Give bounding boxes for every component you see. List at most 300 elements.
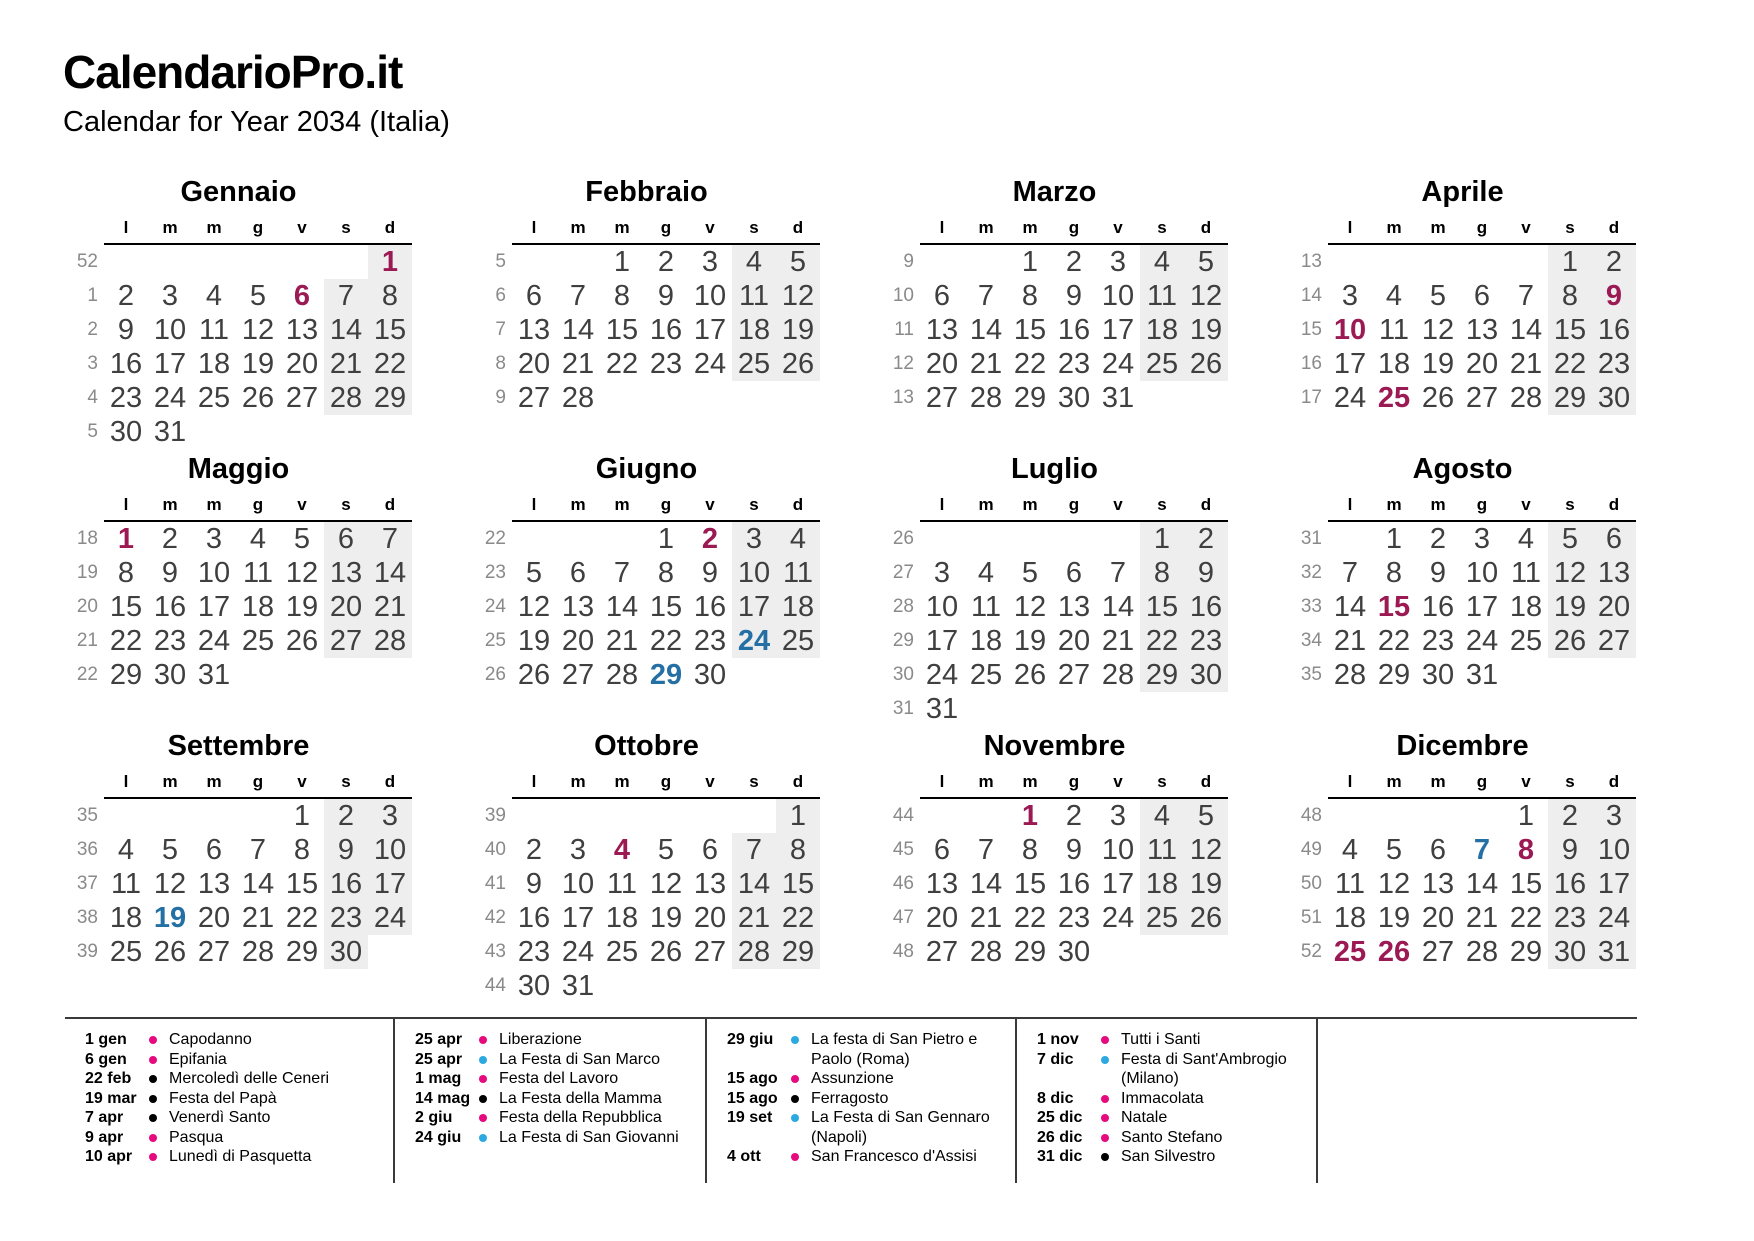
weekday-header: g bbox=[1460, 489, 1504, 521]
day-cell: 22 bbox=[776, 901, 820, 935]
day-cell: 25 bbox=[1140, 901, 1184, 935]
day-cell: 5 bbox=[161, 834, 179, 866]
day-cell: 19 bbox=[1013, 625, 1047, 657]
legend-item bbox=[415, 1030, 705, 1050]
day-cell: 9 bbox=[1429, 557, 1447, 589]
day-cell: 1 bbox=[1021, 246, 1039, 278]
day-cell: 16 bbox=[153, 591, 187, 623]
day-cell: 7 bbox=[368, 521, 412, 556]
day-cell: 3 bbox=[933, 557, 951, 589]
day-cell bbox=[104, 798, 148, 833]
day-cell: 2 bbox=[117, 280, 135, 312]
day-cell: 28 bbox=[1465, 936, 1499, 968]
week-number: 27 bbox=[892, 562, 914, 583]
month-dicembre bbox=[1289, 730, 1636, 969]
day-cell: 13 bbox=[324, 556, 368, 590]
day-cell: 14 bbox=[1101, 591, 1135, 623]
weekday-header: m bbox=[600, 212, 644, 244]
day-cell: 2 bbox=[1548, 798, 1592, 833]
site-brand[interactable]: CalendarioPro.it bbox=[63, 46, 403, 98]
day-cell bbox=[556, 798, 600, 833]
day-cell: 19 bbox=[1421, 348, 1455, 380]
month-maggio bbox=[65, 453, 412, 692]
day-cell: 2 bbox=[1184, 521, 1228, 556]
legend-item bbox=[415, 1128, 705, 1148]
day-cell bbox=[964, 692, 1008, 726]
day-cell bbox=[1592, 658, 1636, 692]
weekday-header: m bbox=[964, 212, 1008, 244]
day-cell bbox=[368, 935, 412, 969]
day-cell: 10 bbox=[561, 868, 595, 900]
day-cell: 16 bbox=[109, 348, 143, 380]
day-cell: 23 bbox=[153, 625, 187, 657]
week-number: 15 bbox=[1300, 319, 1322, 340]
day-cell: 4 bbox=[249, 523, 267, 555]
day-cell: 16 bbox=[324, 867, 368, 901]
week-number: 17 bbox=[1300, 387, 1322, 408]
day-cell: 31 bbox=[197, 659, 231, 691]
legend-item bbox=[85, 1030, 393, 1050]
day-cell: 30 bbox=[153, 659, 187, 691]
weekday-header: l bbox=[1328, 766, 1372, 798]
day-cell bbox=[688, 969, 732, 1003]
day-cell: 17 bbox=[693, 314, 727, 346]
day-cell: 9 bbox=[1548, 833, 1592, 867]
day-cell bbox=[600, 381, 644, 415]
day-cell: 28 bbox=[1333, 659, 1367, 691]
day-cell bbox=[324, 658, 368, 692]
day-cell: 6 bbox=[933, 834, 951, 866]
week-col-header bbox=[1289, 766, 1328, 798]
day-cell: 21 bbox=[1465, 902, 1499, 934]
month-title: Settembre bbox=[167, 730, 310, 762]
day-cell: 21 bbox=[241, 902, 275, 934]
day-cell: 22 bbox=[368, 347, 412, 381]
day-cell bbox=[920, 244, 964, 279]
legend-item bbox=[415, 1089, 705, 1109]
day-cell bbox=[556, 521, 600, 556]
legend-item bbox=[85, 1050, 393, 1070]
weekday-header: m bbox=[1416, 489, 1460, 521]
day-cell: 15 bbox=[1548, 313, 1592, 347]
day-cell: 9 bbox=[525, 868, 543, 900]
day-cell: 13 bbox=[1421, 868, 1455, 900]
day-cell bbox=[1328, 244, 1372, 279]
day-cell bbox=[964, 521, 1008, 556]
day-cell bbox=[236, 415, 280, 449]
week-number: 34 bbox=[1300, 630, 1322, 651]
day-cell: 3 bbox=[732, 521, 776, 556]
day-cell: 17 bbox=[1333, 348, 1367, 380]
day-cell bbox=[1052, 692, 1096, 726]
week-number: 5 bbox=[87, 421, 98, 442]
week-number: 3 bbox=[87, 353, 98, 374]
legend-date: 8 dic bbox=[1037, 1089, 1074, 1107]
day-cell: 9 bbox=[1065, 280, 1083, 312]
day-cell: 31 bbox=[1465, 659, 1499, 691]
holiday-dot-icon bbox=[147, 1128, 169, 1142]
weekday-header: l bbox=[1328, 212, 1372, 244]
legend-date: 26 dic bbox=[1037, 1128, 1083, 1146]
day-cell: 20 bbox=[1465, 348, 1499, 380]
weekday-header: v bbox=[1504, 489, 1548, 521]
weekday-header: g bbox=[236, 766, 280, 798]
day-cell: 4 bbox=[776, 521, 820, 556]
day-cell: 31 bbox=[153, 416, 187, 448]
week-col-header bbox=[1289, 212, 1328, 244]
day-cell bbox=[148, 244, 192, 279]
weekday-header: m bbox=[192, 212, 236, 244]
day-cell: 15 bbox=[1509, 868, 1543, 900]
weekday-header: s bbox=[732, 212, 776, 244]
day-cell: 27 bbox=[1057, 659, 1091, 691]
day-cell: 29 bbox=[1013, 936, 1047, 968]
day-cell: 17 bbox=[153, 348, 187, 380]
month-ottobre bbox=[473, 730, 820, 1003]
month-grid bbox=[65, 489, 412, 692]
weekday-header: v bbox=[688, 489, 732, 521]
day-cell: 4 bbox=[117, 834, 135, 866]
week-number: 29 bbox=[892, 630, 914, 651]
legend-date: 25 dic bbox=[1037, 1109, 1083, 1126]
day-cell: 14 bbox=[1465, 868, 1499, 900]
weekday-header: m bbox=[192, 766, 236, 798]
day-cell: 18 bbox=[969, 625, 1003, 657]
legend-item bbox=[415, 1069, 705, 1089]
day-cell: 20 bbox=[324, 590, 368, 624]
day-cell bbox=[324, 415, 368, 449]
day-cell: 25 bbox=[241, 625, 275, 657]
week-number: 47 bbox=[892, 907, 914, 928]
day-cell: 30 bbox=[1592, 381, 1636, 415]
day-cell: 6 bbox=[701, 834, 719, 866]
day-cell bbox=[1140, 935, 1184, 969]
weekday-header: g bbox=[1052, 489, 1096, 521]
day-cell: 24 bbox=[693, 348, 727, 380]
day-cell: 16 bbox=[517, 902, 551, 934]
week-col-header bbox=[473, 766, 512, 798]
legend-date: 7 dic bbox=[1037, 1050, 1074, 1068]
day-cell: 8 bbox=[657, 557, 675, 589]
day-cell bbox=[512, 521, 556, 556]
day-cell bbox=[280, 415, 324, 449]
day-cell: 29 bbox=[776, 935, 820, 969]
legend-date: 14 mag bbox=[415, 1089, 471, 1107]
day-cell bbox=[236, 244, 280, 279]
day-cell: 24 bbox=[1333, 382, 1367, 414]
day-cell: 19 bbox=[241, 348, 275, 380]
day-cell: 7 bbox=[324, 279, 368, 313]
day-cell bbox=[1328, 521, 1372, 556]
day-cell: 17 bbox=[925, 625, 959, 657]
day-cell: 29 bbox=[1548, 381, 1592, 415]
day-cell: 21 bbox=[1509, 348, 1543, 380]
day-cell: 22 bbox=[649, 625, 683, 657]
day-cell: 18 bbox=[241, 591, 275, 623]
day-cell: 18 bbox=[732, 313, 776, 347]
day-cell: 20 bbox=[1592, 590, 1636, 624]
day-cell: 15 bbox=[1140, 590, 1184, 624]
legend-date: 1 mag bbox=[415, 1070, 462, 1087]
weekday-header: d bbox=[368, 489, 412, 521]
day-cell: 27 bbox=[561, 659, 595, 691]
day-cell bbox=[236, 658, 280, 692]
day-cell: 6 bbox=[1592, 521, 1636, 556]
day-cell: 31 bbox=[1592, 935, 1636, 969]
legend-date: 1 gen bbox=[85, 1031, 127, 1048]
day-cell: 14 bbox=[969, 868, 1003, 900]
legend-item bbox=[727, 1069, 1015, 1089]
day-cell: 22 bbox=[285, 902, 319, 934]
month-marzo bbox=[881, 176, 1228, 415]
day-cell bbox=[1416, 244, 1460, 279]
holiday-dot-icon bbox=[477, 1050, 499, 1064]
week-number: 38 bbox=[76, 907, 98, 928]
week-number: 48 bbox=[892, 941, 914, 962]
day-cell: 17 bbox=[1101, 868, 1135, 900]
weekday-header: v bbox=[1096, 212, 1140, 244]
day-cell bbox=[600, 969, 644, 1003]
day-cell: 5 bbox=[293, 523, 311, 555]
day-cell: 3 bbox=[1109, 800, 1127, 832]
day-cell: 15 bbox=[1013, 314, 1047, 346]
day-cell bbox=[1372, 244, 1416, 279]
day-cell bbox=[600, 798, 644, 833]
day-cell: 9 bbox=[657, 280, 675, 312]
weekday-header: s bbox=[324, 489, 368, 521]
day-cell: 20 bbox=[925, 348, 959, 380]
day-cell: 17 bbox=[732, 590, 776, 624]
day-cell: 20 bbox=[1421, 902, 1455, 934]
weekday-header: d bbox=[1184, 212, 1228, 244]
month-aprile bbox=[1289, 176, 1636, 415]
week-number: 37 bbox=[76, 873, 98, 894]
week-number: 36 bbox=[76, 839, 98, 860]
weekday-header: g bbox=[1460, 766, 1504, 798]
legend-date: 25 apr bbox=[415, 1031, 463, 1048]
weekday-header: l bbox=[512, 489, 556, 521]
day-cell bbox=[1416, 798, 1460, 833]
day-cell: 1 bbox=[1021, 800, 1039, 832]
day-cell: 15 bbox=[1013, 868, 1047, 900]
day-cell bbox=[280, 658, 324, 692]
month-grid bbox=[473, 766, 820, 1003]
weekday-header: l bbox=[512, 766, 556, 798]
day-cell: 11 bbox=[1140, 833, 1184, 867]
weekday-header: m bbox=[1372, 489, 1416, 521]
day-cell: 16 bbox=[1057, 314, 1091, 346]
day-cell: 29 bbox=[649, 659, 683, 691]
weekday-header: g bbox=[644, 489, 688, 521]
day-cell: 4 bbox=[1140, 798, 1184, 833]
holiday-dot-icon bbox=[147, 1147, 169, 1161]
weekday-header: d bbox=[1592, 766, 1636, 798]
day-cell: 12 bbox=[776, 279, 820, 313]
day-cell: 4 bbox=[1517, 523, 1535, 555]
day-cell: 28 bbox=[1509, 382, 1543, 414]
week-number: 21 bbox=[76, 630, 98, 651]
legend-item bbox=[1037, 1147, 1316, 1167]
day-cell: 14 bbox=[969, 314, 1003, 346]
legend-label: Festa di Sant'Ambrogio (Milano) bbox=[1121, 1050, 1287, 1087]
legend-label: Epifania bbox=[169, 1050, 227, 1068]
day-cell: 1 bbox=[368, 244, 412, 279]
day-cell: 25 bbox=[776, 624, 820, 658]
week-number: 5 bbox=[495, 250, 506, 272]
day-cell: 5 bbox=[249, 280, 267, 312]
weekday-header: g bbox=[1052, 212, 1096, 244]
day-cell: 17 bbox=[1592, 867, 1636, 901]
day-cell: 11 bbox=[110, 868, 142, 900]
page-subtitle: Calendar for Year 2034 (Italia) bbox=[63, 106, 450, 138]
legend-date: 10 apr bbox=[85, 1148, 133, 1165]
day-cell: 27 bbox=[324, 624, 368, 658]
day-cell: 18 bbox=[109, 902, 143, 934]
day-cell: 1 bbox=[1548, 244, 1592, 279]
day-cell: 16 bbox=[1548, 867, 1592, 901]
weekday-header: v bbox=[280, 489, 324, 521]
day-cell: 22 bbox=[1509, 902, 1543, 934]
week-number: 35 bbox=[76, 804, 98, 826]
day-cell bbox=[1140, 692, 1184, 726]
holiday-dot-icon bbox=[147, 1069, 169, 1083]
day-cell: 5 bbox=[1548, 521, 1592, 556]
legend-date: 19 mar bbox=[85, 1089, 137, 1107]
weekday-header: v bbox=[1096, 489, 1140, 521]
day-cell: 24 bbox=[732, 624, 776, 658]
day-cell: 27 bbox=[1592, 624, 1636, 658]
legend-item bbox=[727, 1108, 1015, 1147]
day-cell: 13 bbox=[517, 314, 551, 346]
day-cell bbox=[1328, 798, 1372, 833]
day-cell: 18 bbox=[1509, 591, 1543, 623]
day-cell: 15 bbox=[109, 591, 143, 623]
month-grid bbox=[473, 212, 820, 415]
day-cell: 25 bbox=[969, 659, 1003, 691]
day-cell: 9 bbox=[1065, 834, 1083, 866]
legend-item bbox=[85, 1108, 393, 1128]
day-cell bbox=[776, 969, 820, 1003]
day-cell: 28 bbox=[368, 624, 412, 658]
day-cell: 23 bbox=[1057, 902, 1091, 934]
day-cell: 12 bbox=[1184, 833, 1228, 867]
day-cell: 2 bbox=[161, 523, 179, 555]
holiday-dot-icon bbox=[1099, 1050, 1121, 1064]
week-col-header bbox=[65, 766, 104, 798]
month-title: Febbraio bbox=[585, 176, 708, 208]
day-cell: 4 bbox=[613, 834, 631, 866]
legend-column bbox=[1015, 1019, 1316, 1183]
weekday-header: m bbox=[556, 489, 600, 521]
weekday-header: m bbox=[1416, 766, 1460, 798]
day-cell: 19 bbox=[1184, 867, 1228, 901]
weekday-header: d bbox=[776, 766, 820, 798]
day-cell: 4 bbox=[977, 557, 995, 589]
day-cell bbox=[192, 415, 236, 449]
week-number: 33 bbox=[1300, 596, 1322, 617]
day-cell: 25 bbox=[1140, 347, 1184, 381]
day-cell: 24 bbox=[925, 659, 959, 691]
weekday-header: m bbox=[964, 766, 1008, 798]
day-cell: 2 bbox=[1592, 244, 1636, 279]
week-number: 48 bbox=[1300, 804, 1322, 826]
legend-item bbox=[1037, 1030, 1316, 1050]
week-number: 22 bbox=[484, 527, 506, 549]
day-cell: 19 bbox=[153, 902, 187, 934]
week-number: 13 bbox=[1300, 250, 1322, 272]
day-cell: 7 bbox=[977, 834, 995, 866]
day-cell: 26 bbox=[285, 625, 319, 657]
day-cell: 30 bbox=[1184, 658, 1228, 692]
month-grid bbox=[881, 489, 1228, 726]
day-cell: 2 bbox=[1065, 246, 1083, 278]
day-cell: 8 bbox=[1021, 280, 1039, 312]
day-cell bbox=[1504, 244, 1548, 279]
day-cell: 10 bbox=[153, 314, 187, 346]
legend-label: Festa del Papà bbox=[169, 1089, 277, 1107]
month-febbraio bbox=[473, 176, 820, 415]
legend-item bbox=[1037, 1050, 1316, 1089]
day-cell: 24 bbox=[153, 382, 187, 414]
day-cell: 27 bbox=[925, 382, 959, 414]
day-cell: 26 bbox=[776, 347, 820, 381]
day-cell bbox=[104, 244, 148, 279]
holiday-dot-icon bbox=[477, 1108, 499, 1122]
legend-date: 15 ago bbox=[727, 1070, 778, 1087]
legend-date: 22 feb bbox=[85, 1070, 132, 1087]
legend-item bbox=[727, 1089, 1015, 1109]
week-number: 19 bbox=[76, 562, 98, 583]
week-number: 10 bbox=[892, 285, 914, 306]
day-cell bbox=[732, 969, 776, 1003]
day-cell: 26 bbox=[1421, 382, 1455, 414]
weekday-header: v bbox=[1504, 212, 1548, 244]
week-col-header bbox=[473, 212, 512, 244]
day-cell bbox=[1008, 692, 1052, 726]
day-cell: 27 bbox=[1421, 936, 1455, 968]
day-cell: 29 bbox=[1013, 382, 1047, 414]
day-cell: 14 bbox=[732, 867, 776, 901]
week-number: 25 bbox=[484, 630, 506, 651]
day-cell bbox=[1184, 692, 1228, 726]
day-cell: 5 bbox=[657, 834, 675, 866]
day-cell: 13 bbox=[925, 314, 959, 346]
legend-date: 31 dic bbox=[1037, 1148, 1083, 1165]
day-cell: 21 bbox=[605, 625, 639, 657]
month-luglio bbox=[881, 453, 1228, 726]
week-number: 26 bbox=[484, 664, 506, 685]
day-cell: 3 bbox=[1109, 246, 1127, 278]
day-cell: 26 bbox=[1548, 624, 1592, 658]
legend-column bbox=[393, 1019, 705, 1183]
legend-label: Festa della Repubblica bbox=[499, 1109, 662, 1126]
weekday-header: s bbox=[1548, 766, 1592, 798]
holiday-dot-icon bbox=[1099, 1147, 1121, 1161]
day-cell: 19 bbox=[1184, 313, 1228, 347]
legend-date: 6 gen bbox=[85, 1050, 127, 1068]
day-cell: 25 bbox=[109, 936, 143, 968]
holiday-dot-icon bbox=[147, 1089, 169, 1103]
day-cell: 9 bbox=[324, 833, 368, 867]
day-cell: 9 bbox=[1184, 556, 1228, 590]
day-cell: 29 bbox=[109, 659, 143, 691]
day-cell: 13 bbox=[197, 868, 231, 900]
day-cell: 11 bbox=[1510, 557, 1542, 589]
day-cell: 28 bbox=[605, 659, 639, 691]
day-cell: 25 bbox=[732, 347, 776, 381]
day-cell bbox=[280, 244, 324, 279]
month-title: Agosto bbox=[1412, 453, 1513, 485]
